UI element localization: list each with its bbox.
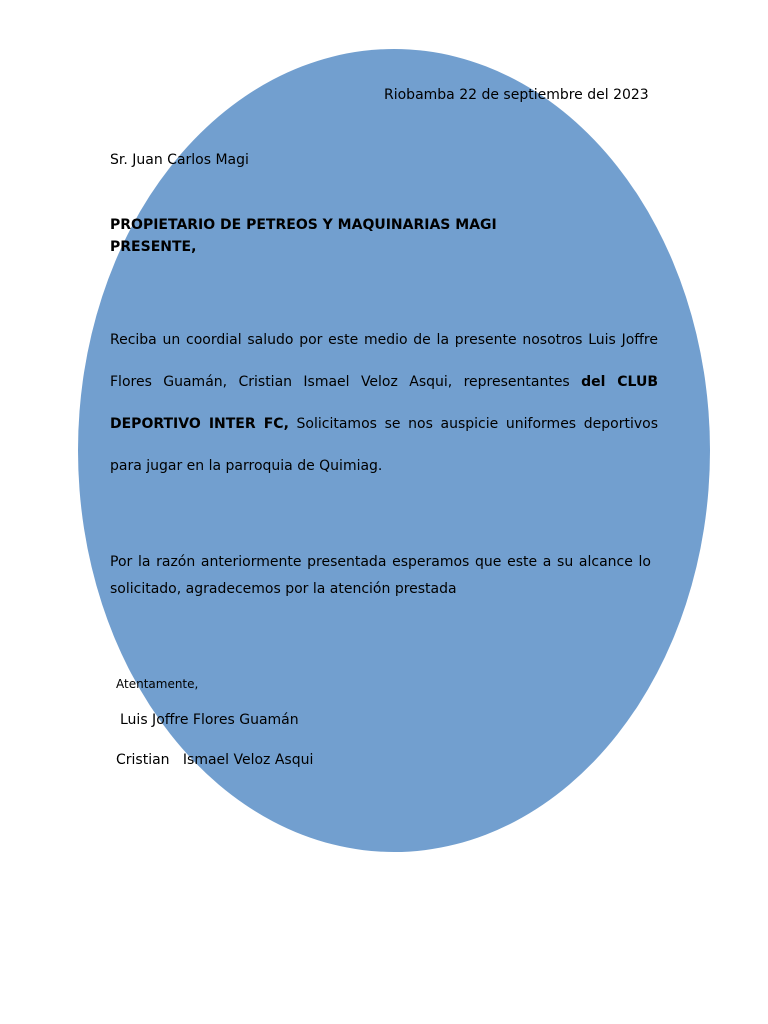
recipient-greeting: PRESENTE, xyxy=(110,239,197,255)
recipient-title: PROPIETARIO DE PETREOS Y MAQUINARIAS MAGI xyxy=(110,217,497,233)
closing-line: Atentamente, xyxy=(116,677,199,691)
club-name: del CLUB DEPORTIVO INTER FC, xyxy=(110,374,658,432)
recipient-name: Sr. Juan Carlos Magi xyxy=(110,152,249,168)
signature-name-1: Luis Joffre Flores Guamán xyxy=(120,712,299,728)
body-paragraph-1-part-1: Reciba un coordial saludo por este medio de la presente nosotros Luis Joffre Flores Guamán, Cristian Ismael Veloz Asqui, representantes xyxy=(110,332,658,390)
body-paragraph-1 xyxy=(110,319,658,487)
signature-name-2: Cristian Ismael Veloz Asqui xyxy=(116,752,314,768)
body-paragraph-2: Por la razón anteriormente presentada esperamos que este a su alcance lo solicitado, agradecemos por la atención prestada xyxy=(110,554,651,597)
body-paragraph-1-part-2: Solicitamos se nos auspicie uniformes deportivos para jugar en la parroquia de Quimiag. xyxy=(110,416,658,474)
date-line: Riobamba 22 de septiembre del 2023 xyxy=(384,87,649,103)
